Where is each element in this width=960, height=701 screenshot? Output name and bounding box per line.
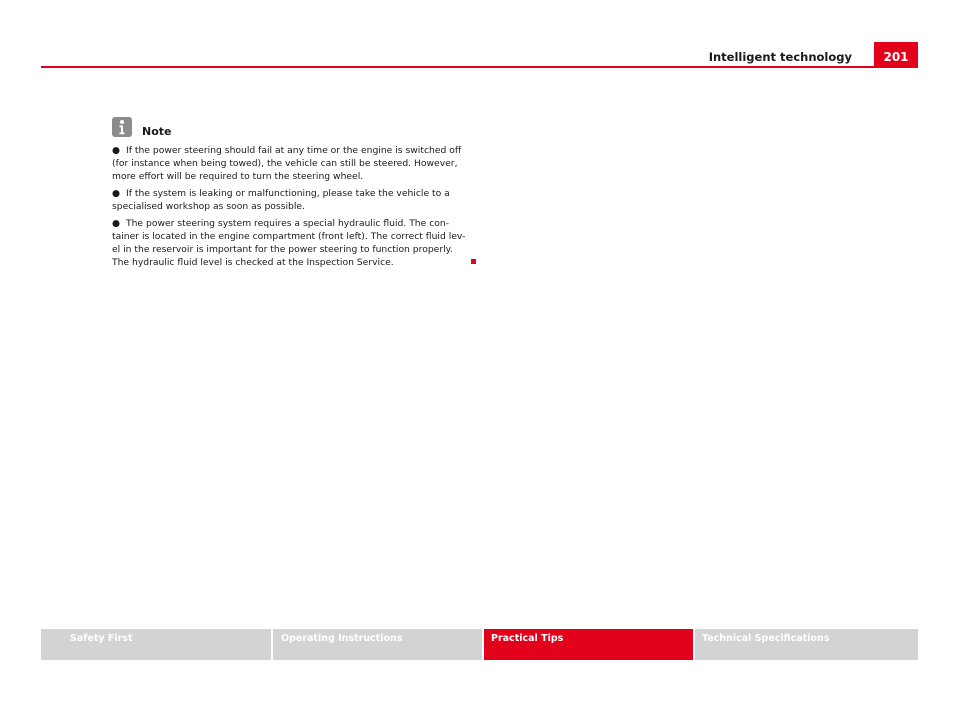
- tab-practical-tips[interactable]: Practical Tips: [484, 629, 693, 660]
- note-items: [112, 144, 468, 273]
- note-item-text: If the system is leaking or malfunctioning, please take the vehicle to a specialised workshop as soon as possible.: [112, 188, 450, 212]
- note-item-text: If the power steering should fail at any time or the engine is switched off (for instance when being towed), the vehicle can still be steered. However, more effort will be required to turn the steering wheel.: [112, 145, 462, 182]
- tab-safety-first[interactable]: Safety First: [41, 629, 271, 660]
- tab-technical-specifications[interactable]: Technical Specifications: [695, 629, 918, 660]
- bullet: ●: [112, 145, 121, 156]
- note-item: [112, 217, 468, 269]
- header-rule: [41, 66, 918, 68]
- page-number: 201: [874, 42, 918, 67]
- note-title: Note: [142, 125, 172, 138]
- bullet: ●: [112, 188, 121, 199]
- tab-operating-instructions[interactable]: Operating Instructions: [273, 629, 482, 660]
- note-item: [112, 144, 468, 183]
- note-item-text: The power steering system requires a special hydraulic fluid. The con-tainer is located in the engine compartment (front left). The correct fluid lev-el in the reservoir is important for the power steering to function properly. The hydraulic fluid level is checked at the Inspection Service.: [112, 218, 466, 268]
- header-title: Intelligent technology: [708, 50, 852, 64]
- end-of-section-icon: [471, 259, 476, 264]
- note-item: [112, 187, 468, 213]
- bullet: ●: [112, 218, 121, 229]
- footer-nav: [41, 629, 918, 660]
- info-note-icon: [112, 117, 132, 137]
